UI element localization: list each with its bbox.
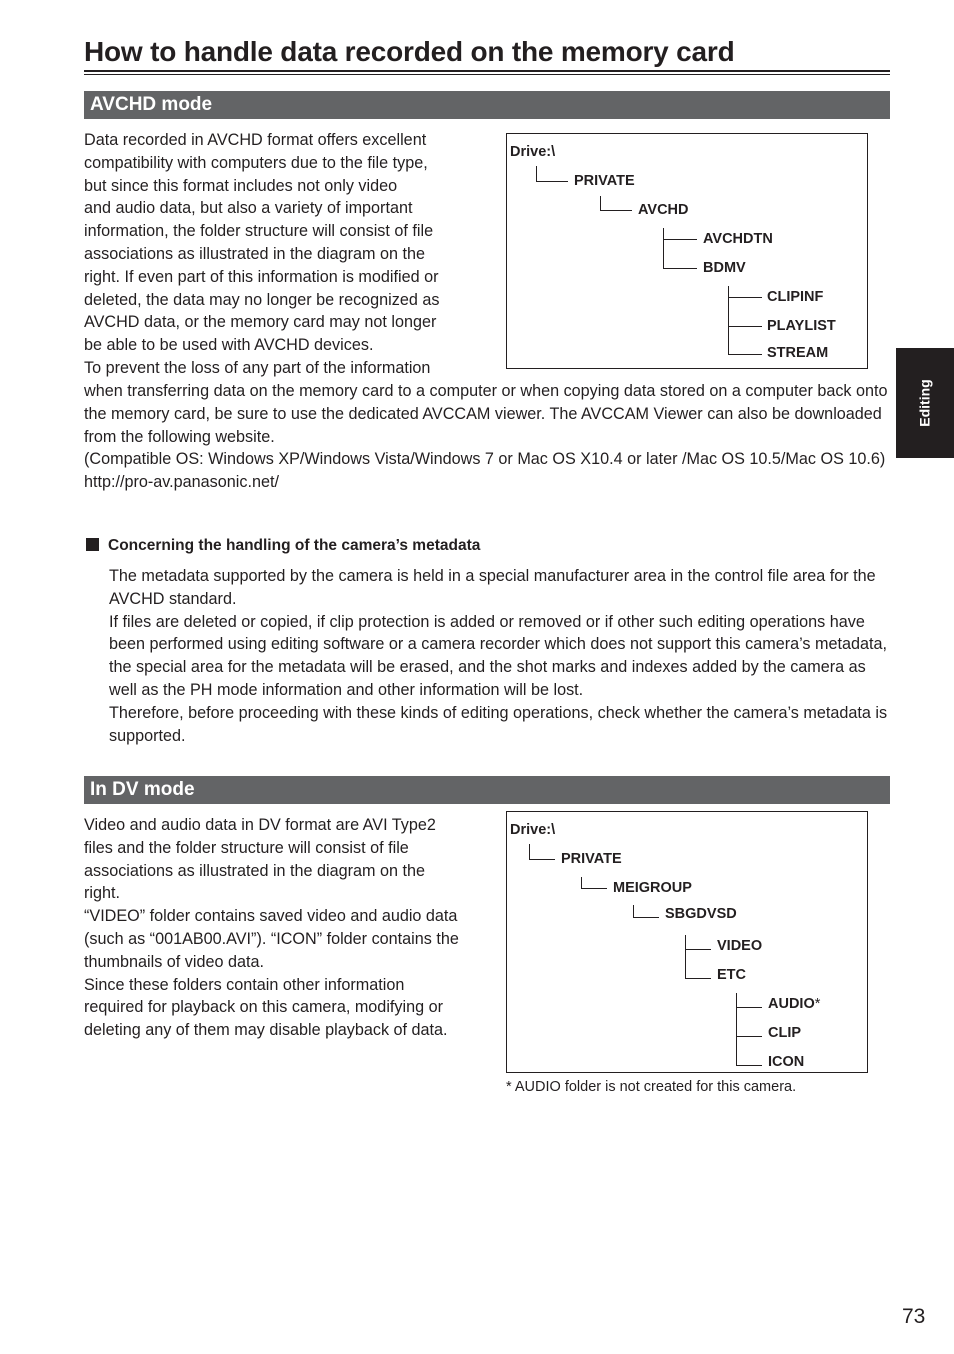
- tree-connector: [685, 978, 711, 979]
- tree-connector: [600, 196, 601, 211]
- dv-body: [84, 814, 494, 1042]
- avchd-intro-line: information, the folder structure will consist of file: [84, 222, 434, 241]
- tree-node-avchd: AVCHD: [638, 202, 689, 218]
- dv-section-heading: In DV mode: [84, 776, 890, 804]
- tree-connector: [736, 1007, 762, 1008]
- dv-line: files and the folder structure will consist of file: [84, 838, 409, 857]
- metadata-paragraph: The metadata supported by the camera is held in a special manufacturer area in the control file area for the AVCHD standard.: [109, 567, 876, 608]
- tree-node-playlist: PLAYLIST: [767, 318, 836, 334]
- avchd-intro-line: but since this format includes not only video: [84, 176, 398, 195]
- title-rule-thin: [84, 74, 890, 75]
- metadata-paragraph: Therefore, before proceeding with these kinds of editing operations, check whether the camera’s metadata is supported.: [109, 703, 888, 745]
- avchd-intro-line: associations as illustrated in the diagram on the: [84, 244, 426, 263]
- tree-connector: [728, 326, 762, 327]
- avchd-intro: [84, 129, 484, 380]
- tree-node-audio: [768, 995, 820, 1013]
- tree-node-meigroup: MEIGROUP: [613, 880, 692, 896]
- tree-connector: [663, 268, 697, 269]
- tree-connector: [529, 844, 530, 860]
- audio-footnote-mark: *: [814, 996, 821, 1012]
- title-rule: [84, 70, 890, 72]
- avchd-continuation-text: when transferring data on the memory card to a computer or when copying data stored on a computer back onto the memory card, be sure to use the dedicated AVCCAM viewer. The AVCCAM Viewer can also be downloaded from the following website.: [84, 382, 888, 446]
- side-tab-label: Editing: [917, 379, 933, 427]
- dv-line: right.: [84, 884, 120, 903]
- tree-node-private: PRIVATE: [561, 851, 622, 867]
- tree-node-sbgdvsd: SBGDVSD: [665, 906, 737, 922]
- tree-connector: [536, 181, 568, 182]
- tree-node-drive: Drive:\: [510, 822, 556, 838]
- tree-connector: [529, 859, 555, 860]
- compatible-os-text: (Compatible OS: Windows XP/Windows Vista/Windows 7 or Mac OS X10.4 or later /Mac OS 10.5/Mac OS 10.6): [84, 450, 886, 469]
- metadata-heading-text: Concerning the handling of the camera’s metadata: [108, 537, 481, 554]
- avchd-intro-line: be able to be used with AVCHD devices.: [84, 336, 374, 355]
- avchd-intro-line: deleted, the data may no longer be recognized as: [84, 290, 440, 309]
- tree-connector: [581, 888, 607, 889]
- tree-connector: [736, 1065, 762, 1066]
- black-square-icon: [86, 538, 99, 551]
- dv-line: (such as “001AB00.AVI”). “ICON” folder contains the: [84, 929, 459, 948]
- tree-connector: [685, 949, 711, 950]
- tree-node-drive: Drive:\: [510, 144, 556, 160]
- dv-line: required for playback on this camera, modifying or: [84, 998, 443, 1017]
- metadata-heading: [84, 536, 480, 556]
- tree-connector: [728, 297, 762, 298]
- page-title: How to handle data recorded on the memory card: [84, 36, 735, 67]
- tree-connector: [633, 917, 659, 918]
- tree-node-icon: ICON: [768, 1054, 805, 1070]
- dv-line: associations as illustrated in the diagram on the: [84, 861, 426, 880]
- tree-connector: [728, 354, 762, 355]
- tree-node-clipinf: CLIPINF: [767, 289, 824, 305]
- tree-node-clip: CLIP: [768, 1025, 802, 1041]
- website-url[interactable]: http://pro-av.panasonic.net/: [84, 473, 279, 492]
- metadata-body: [109, 565, 894, 747]
- tree-connector: [663, 228, 664, 269]
- audio-footnote: * AUDIO folder is not created for this camera.: [506, 1079, 797, 1095]
- avchd-intro-line: right. If even part of this information is modified or: [84, 267, 439, 286]
- tree-connector: [536, 166, 537, 182]
- dv-line: “VIDEO” folder contains saved video and audio data: [84, 907, 458, 926]
- dv-folder-tree: [506, 811, 868, 1073]
- avchd-intro-line: compatibility with computers due to the file type,: [84, 153, 428, 172]
- dv-line: Video and audio data in DV format are AVI Type2: [84, 816, 436, 834]
- avchd-section-heading: AVCHD mode: [84, 91, 890, 119]
- tree-node-video: VIDEO: [717, 938, 763, 954]
- metadata-paragraph: If files are deleted or copied, if clip protection is added or removed or if other such editing operations have been performed using editing software or a camera recorder which does not support this camera’s metadata, the special area for the metadata will be erased, and the shot marks and indexes added by the camera as well as the PH mode information and other information will be lost.: [109, 612, 888, 699]
- avchd-continuation: [84, 380, 890, 494]
- avchd-folder-tree: [506, 133, 868, 369]
- tree-connector: [663, 239, 697, 240]
- avchd-intro-line: and audio data, but also a variety of important: [84, 199, 413, 218]
- dv-line: thumbnails of video data.: [84, 952, 264, 971]
- tree-connector: [685, 935, 686, 979]
- avchd-intro-line: Data recorded in AVCHD format offers excellent: [84, 131, 427, 149]
- tree-connector: [736, 993, 737, 1065]
- page-number: 73: [902, 1305, 926, 1328]
- tree-node-audio-label: AUDIO: [768, 996, 815, 1012]
- tree-connector: [600, 210, 632, 211]
- dv-line: deleting any of them may disable playback of data.: [84, 1021, 448, 1040]
- avchd-intro-line: To prevent the loss of any part of the information: [84, 358, 431, 377]
- tree-node-avchdtn: AVCHDTN: [703, 231, 773, 247]
- tree-node-etc: ETC: [717, 967, 746, 983]
- editing-side-tab: [896, 348, 954, 458]
- tree-node-bdmv: BDMV: [703, 260, 746, 276]
- avchd-intro-line: AVCHD data, or the memory card may not longer: [84, 313, 437, 332]
- dv-line: Since these folders contain other information: [84, 975, 405, 994]
- tree-node-stream: STREAM: [767, 345, 829, 361]
- tree-connector: [736, 1036, 762, 1037]
- tree-node-private: PRIVATE: [574, 173, 635, 189]
